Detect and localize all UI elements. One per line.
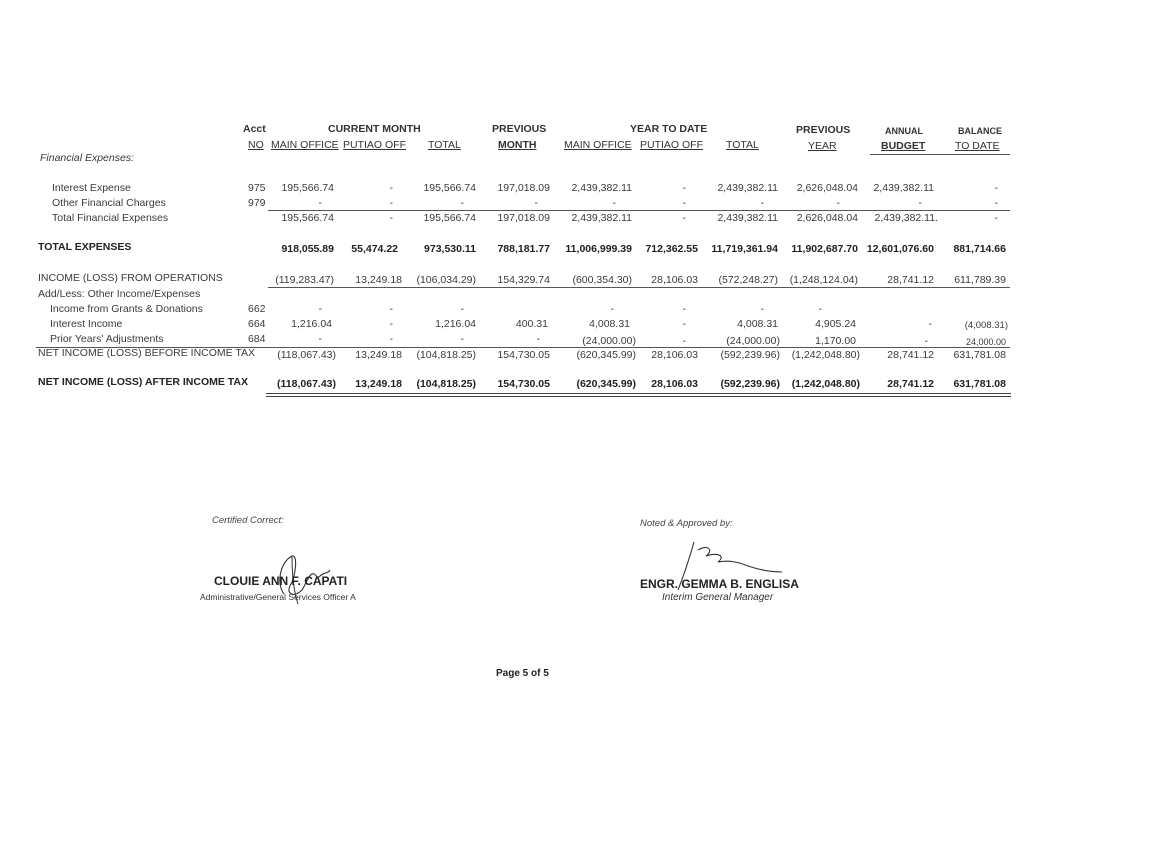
cell-prev-month: 400.31 xyxy=(515,318,548,330)
cell-budget: - xyxy=(918,197,922,209)
row-label: Add/Less: Other Income/Expenses xyxy=(38,288,201,300)
header-ytd-total: TOTAL xyxy=(726,139,759,151)
cell-balance: 881,714.66 xyxy=(953,243,1006,255)
cell-budget: - xyxy=(928,318,932,330)
header-cm-main-office: MAIN OFFICE xyxy=(271,139,339,151)
cell-balance: 631,781.08 xyxy=(953,349,1006,361)
row-acct-no: 662 xyxy=(248,303,266,315)
cell-cm-total: - xyxy=(460,303,464,315)
cell-ytd-main: (620,345.99) xyxy=(576,349,636,361)
cell-ytd-total: - xyxy=(760,197,764,209)
noted-approved-label: Noted & Approved by: xyxy=(640,518,733,529)
header-previous-month-bottom: MONTH xyxy=(498,139,537,151)
row-label: Income from Grants & Donations xyxy=(50,303,203,315)
cell-cm-putiao: - xyxy=(389,333,393,345)
cell-budget: 2,439,382.11 xyxy=(873,182,934,194)
cell-ytd-main: - xyxy=(612,197,616,209)
cell-prev-month: 197,018.09 xyxy=(497,182,550,194)
cell-cm-putiao: - xyxy=(389,212,393,224)
cell-cm-main: (118,067.43) xyxy=(277,349,336,361)
cell-prev-month: 788,181.77 xyxy=(497,243,550,255)
cell-budget: 2,439,382.11. xyxy=(874,212,938,224)
cell-cm-putiao: - xyxy=(389,318,393,330)
cell-ytd-total: (572,248.27) xyxy=(718,274,778,286)
cell-cm-total: (104,818.25) xyxy=(416,378,476,390)
cell-prev-year: - xyxy=(818,303,822,315)
cell-prev-year: 4,905.24 xyxy=(815,318,856,330)
cell-ytd-putiao: - xyxy=(682,303,686,315)
cell-ytd-total: 4,008.31 xyxy=(737,318,778,330)
header-to-date: TO DATE xyxy=(955,140,1000,152)
cell-cm-total: - xyxy=(460,333,464,345)
cell-balance: - xyxy=(994,212,998,224)
cell-cm-total: - xyxy=(460,197,464,209)
cell-cm-total: 195,566.74 xyxy=(423,212,476,224)
cell-ytd-main: 2,439,382.11 xyxy=(571,182,632,194)
header-current-month: CURRENT MONTH xyxy=(328,123,421,135)
cell-prev-month: 154,329.74 xyxy=(497,274,550,286)
section-title: Financial Expenses: xyxy=(40,152,134,164)
subtotal-rule xyxy=(268,210,1010,211)
cell-ytd-putiao: - xyxy=(682,197,686,209)
cell-cm-main: 918,055.89 xyxy=(281,243,334,255)
cell-prev-month: 154,730.05 xyxy=(497,378,550,390)
cell-ytd-total: (24,000.00) xyxy=(726,335,780,347)
row-acct-no: 664 xyxy=(248,318,266,330)
cell-prev-year: (1,242,048.80) xyxy=(791,349,860,361)
cell-ytd-total: - xyxy=(760,303,764,315)
cell-ytd-main: (24,000.00) xyxy=(582,335,636,347)
cell-prev-year: (1,248,124.04) xyxy=(789,274,858,286)
row-label: INCOME (LOSS) FROM OPERATIONS xyxy=(38,272,223,284)
cell-ytd-putiao: - xyxy=(682,212,686,224)
cell-ytd-main: (620,345.99) xyxy=(576,378,636,390)
cell-prev-month: - xyxy=(536,333,540,345)
row-label: NET INCOME (LOSS) AFTER INCOME TAX xyxy=(38,376,248,388)
cell-cm-putiao: - xyxy=(389,303,393,315)
cell-prev-year: - xyxy=(836,197,840,209)
header-annual: ANNUAL xyxy=(885,126,923,136)
cell-cm-putiao: - xyxy=(389,182,393,194)
cell-ytd-total: (592,239.96) xyxy=(720,378,780,390)
header-previous-month-top: PREVIOUS xyxy=(492,123,547,135)
cell-ytd-total: (592,239.96) xyxy=(720,349,780,361)
cell-balance: - xyxy=(994,197,998,209)
cell-cm-putiao: 13,249.18 xyxy=(355,274,402,286)
cell-ytd-putiao: 28,106.03 xyxy=(651,349,698,361)
signatory-right-name: ENGR. GEMMA B. ENGLISA xyxy=(640,577,799,591)
row-acct-no: 975 xyxy=(248,182,266,194)
cell-cm-main: - xyxy=(318,197,322,209)
cell-cm-total: (106,034.29) xyxy=(416,274,476,286)
row-label: NET INCOME (LOSS) BEFORE INCOME TAX xyxy=(38,347,256,359)
cell-budget: 28,741.12 xyxy=(887,274,934,286)
cell-cm-main: 1,216.04 xyxy=(291,318,332,330)
cell-cm-main: - xyxy=(318,303,322,315)
row-acct-no: 684 xyxy=(248,333,266,345)
header-no: NO xyxy=(248,139,264,151)
cell-cm-main: - xyxy=(318,333,322,345)
cell-balance: 631,781.08 xyxy=(953,378,1006,390)
cell-budget: 28,741.12 xyxy=(887,349,934,361)
cell-cm-total: 973,530.11 xyxy=(424,243,476,255)
cell-prev-month: 154,730.05 xyxy=(497,349,550,361)
row-acct-no: 979 xyxy=(248,197,266,209)
cell-ytd-putiao: 28,106.03 xyxy=(651,274,698,286)
cell-prev-year: 2,626,048.04 xyxy=(796,182,858,194)
cell-ytd-total: 2,439,382.11 xyxy=(717,182,778,194)
row-label: Interest Expense xyxy=(52,182,131,194)
header-rule xyxy=(870,154,1010,155)
cell-ytd-main: (600,354.30) xyxy=(572,274,632,286)
page-number: Page 5 of 5 xyxy=(496,668,549,679)
cell-cm-main: 195,566.74 xyxy=(281,182,334,194)
cell-ytd-main: 4,008.31 xyxy=(589,318,630,330)
cell-balance: 24,000.00 xyxy=(965,337,1006,347)
header-budget: BUDGET xyxy=(881,140,926,152)
header-previous-year-top: PREVIOUS xyxy=(796,124,851,136)
cell-ytd-main: 2,439,382.11 xyxy=(571,212,632,224)
header-ytd-putiao-off: PUTIAO OFF xyxy=(640,139,703,151)
cell-ytd-putiao: - xyxy=(682,335,686,347)
certified-correct-label: Certified Correct: xyxy=(212,515,284,526)
header-acct: Acct xyxy=(243,123,266,135)
header-ytd-main-office: MAIN OFFICE xyxy=(564,139,632,151)
cell-cm-putiao: - xyxy=(389,197,393,209)
cell-balance: (4,008.31) xyxy=(964,320,1008,331)
cell-cm-main: (119,283.47) xyxy=(275,274,334,286)
cell-balance: 611,789.39 xyxy=(954,274,1006,286)
header-balance: BALANCE xyxy=(958,126,1002,136)
header-previous-year-bottom: YEAR xyxy=(808,140,837,152)
cell-cm-main: 195,566.74 xyxy=(281,212,334,224)
cell-prev-year: 1,170.00 xyxy=(815,335,856,347)
cell-cm-total: 195,566.74 xyxy=(423,182,476,194)
cell-prev-month: - xyxy=(534,197,538,209)
cell-ytd-total: 2,439,382.11 xyxy=(717,212,778,224)
signatory-left-name: CLOUIE ANN F. CAPATI xyxy=(214,574,348,588)
row-label: Other Financial Charges xyxy=(52,197,166,209)
header-cm-total: TOTAL xyxy=(428,139,461,151)
cell-ytd-putiao: 28,106.03 xyxy=(651,378,698,390)
header-cm-putiao-off: PUTIAO OFF xyxy=(343,139,406,151)
grand-total-double-rule xyxy=(266,393,1011,397)
signatory-right-title: Interim General Manager xyxy=(662,592,774,603)
cell-budget: 12,601,076.60 xyxy=(866,243,934,255)
operations-rule xyxy=(268,287,1010,288)
cell-ytd-main: 11,006,999.39 xyxy=(565,243,632,255)
cell-budget: 28,741.12 xyxy=(887,378,934,390)
cell-cm-putiao: 13,249.18 xyxy=(355,349,402,361)
row-label: Interest Income xyxy=(50,318,123,330)
cell-ytd-putiao: - xyxy=(682,182,686,194)
cell-prev-year: 2,626,048.04 xyxy=(796,212,858,224)
cell-cm-main: (118,067.43) xyxy=(277,378,336,390)
cell-prev-month: 197,018.09 xyxy=(497,212,550,224)
row-label: TOTAL EXPENSES xyxy=(38,241,132,253)
cell-cm-total: (104,818.25) xyxy=(416,349,476,361)
cell-cm-putiao: 13,249.18 xyxy=(355,378,402,390)
cell-ytd-main: - xyxy=(610,303,614,315)
cell-prev-year: 11,902,687.70 xyxy=(791,243,858,255)
cell-cm-total: 1,216.04 xyxy=(435,318,476,330)
cell-cm-putiao: 55,474.22 xyxy=(351,243,398,255)
cell-prev-year: (1,242,048.80) xyxy=(791,378,860,390)
cell-ytd-putiao: 712,362.55 xyxy=(645,243,698,255)
row-label: Prior Years' Adjustments xyxy=(50,333,164,345)
cell-ytd-putiao: - xyxy=(682,318,686,330)
header-year-to-date: YEAR TO DATE xyxy=(630,123,708,135)
row-label: Total Financial Expenses xyxy=(52,212,169,224)
cell-balance: - xyxy=(994,182,998,194)
signatory-left-title: Administrative/General Services Officer A xyxy=(200,592,356,602)
cell-ytd-total: 11,719,361.94 xyxy=(711,243,778,255)
cell-budget: - xyxy=(924,335,928,347)
